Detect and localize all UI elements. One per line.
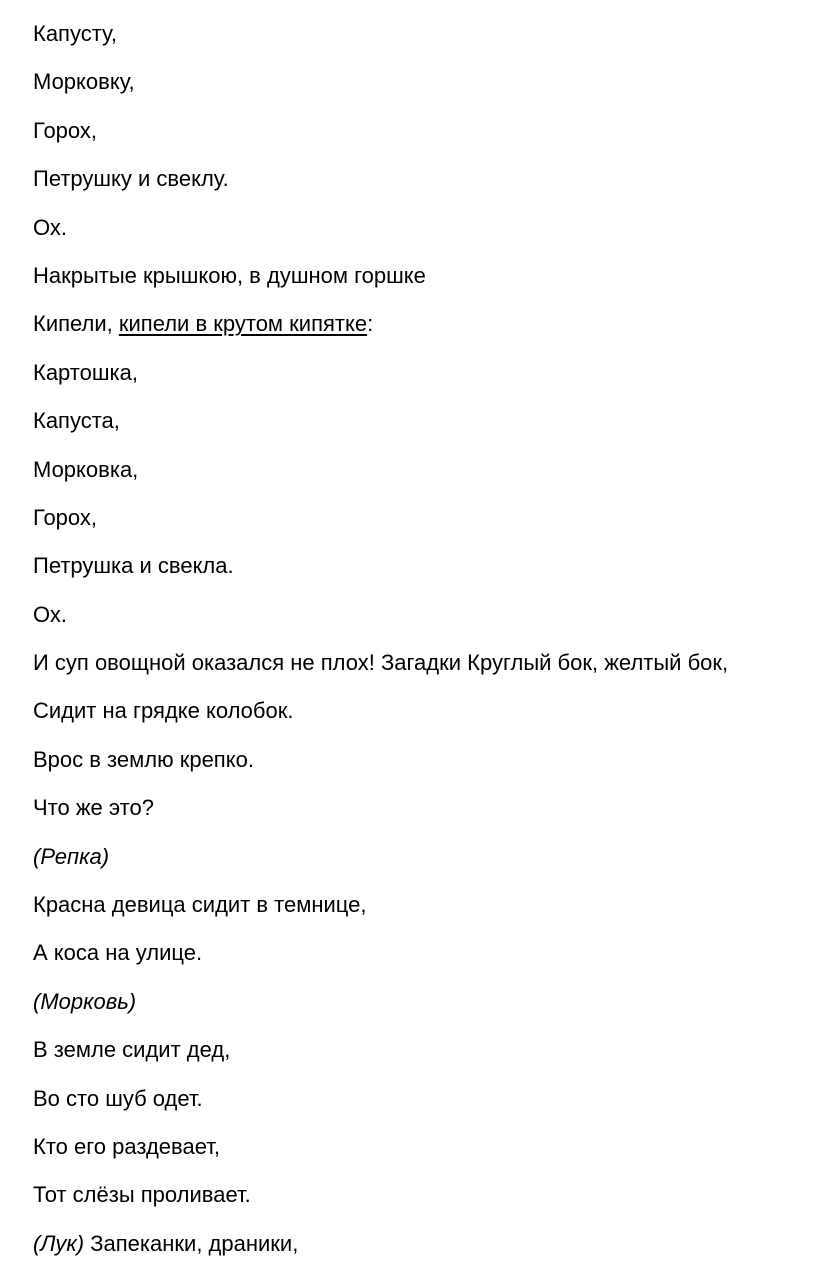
text-line: Врос в землю крепко. <box>33 746 254 772</box>
text-line: Морковка, <box>33 456 139 482</box>
text-line: Что же это? <box>33 795 154 821</box>
text-line: Тот слёзы проливает. <box>33 1182 251 1208</box>
text-line: Капуста, <box>33 408 120 434</box>
text-segment: Кипели, <box>33 311 119 337</box>
text-line <box>33 1229 813 1277</box>
riddle-answer: (Репка) <box>33 843 110 869</box>
text-segment: Запеканки, драники, <box>84 1230 299 1256</box>
text-line: Сидит на грядке колобок. <box>33 698 294 724</box>
text-line: Красна девица сидит в темнице, <box>33 892 367 918</box>
text-line: И суп овощной оказался не плох! Загадки Круглый бок, желтый бок, <box>33 650 729 676</box>
hyperlink[interactable]: кипели в крутом кипятке <box>118 311 368 337</box>
text-line: Картошка, <box>33 359 138 385</box>
text-line: Во сто шуб одет. <box>33 1085 203 1111</box>
document-page <box>33 19 813 1277</box>
text-line: Петрушка и свекла. <box>33 553 234 579</box>
text-line: В земле сидит дед, <box>33 1037 231 1063</box>
riddle-answer: (Лук) <box>33 1230 85 1256</box>
text-line: Ох. <box>33 601 67 627</box>
text-line: Ох. <box>33 214 67 240</box>
riddle-answer: (Морковь) <box>33 988 137 1014</box>
text-line: Накрытые крышкою, в душном горшке <box>33 262 426 288</box>
text-line: Горох, <box>33 117 98 143</box>
text-segment: : <box>367 311 374 337</box>
text-line: Горох, <box>33 504 98 530</box>
text-line: А коса на улице. <box>33 940 203 966</box>
text-line: Петрушку и свеклу. <box>33 166 229 192</box>
text-line <box>33 309 813 357</box>
text-line: Морковку, <box>33 69 135 95</box>
text-line: Кто его раздевает, <box>33 1133 220 1159</box>
text-line: Капусту, <box>33 21 117 46</box>
